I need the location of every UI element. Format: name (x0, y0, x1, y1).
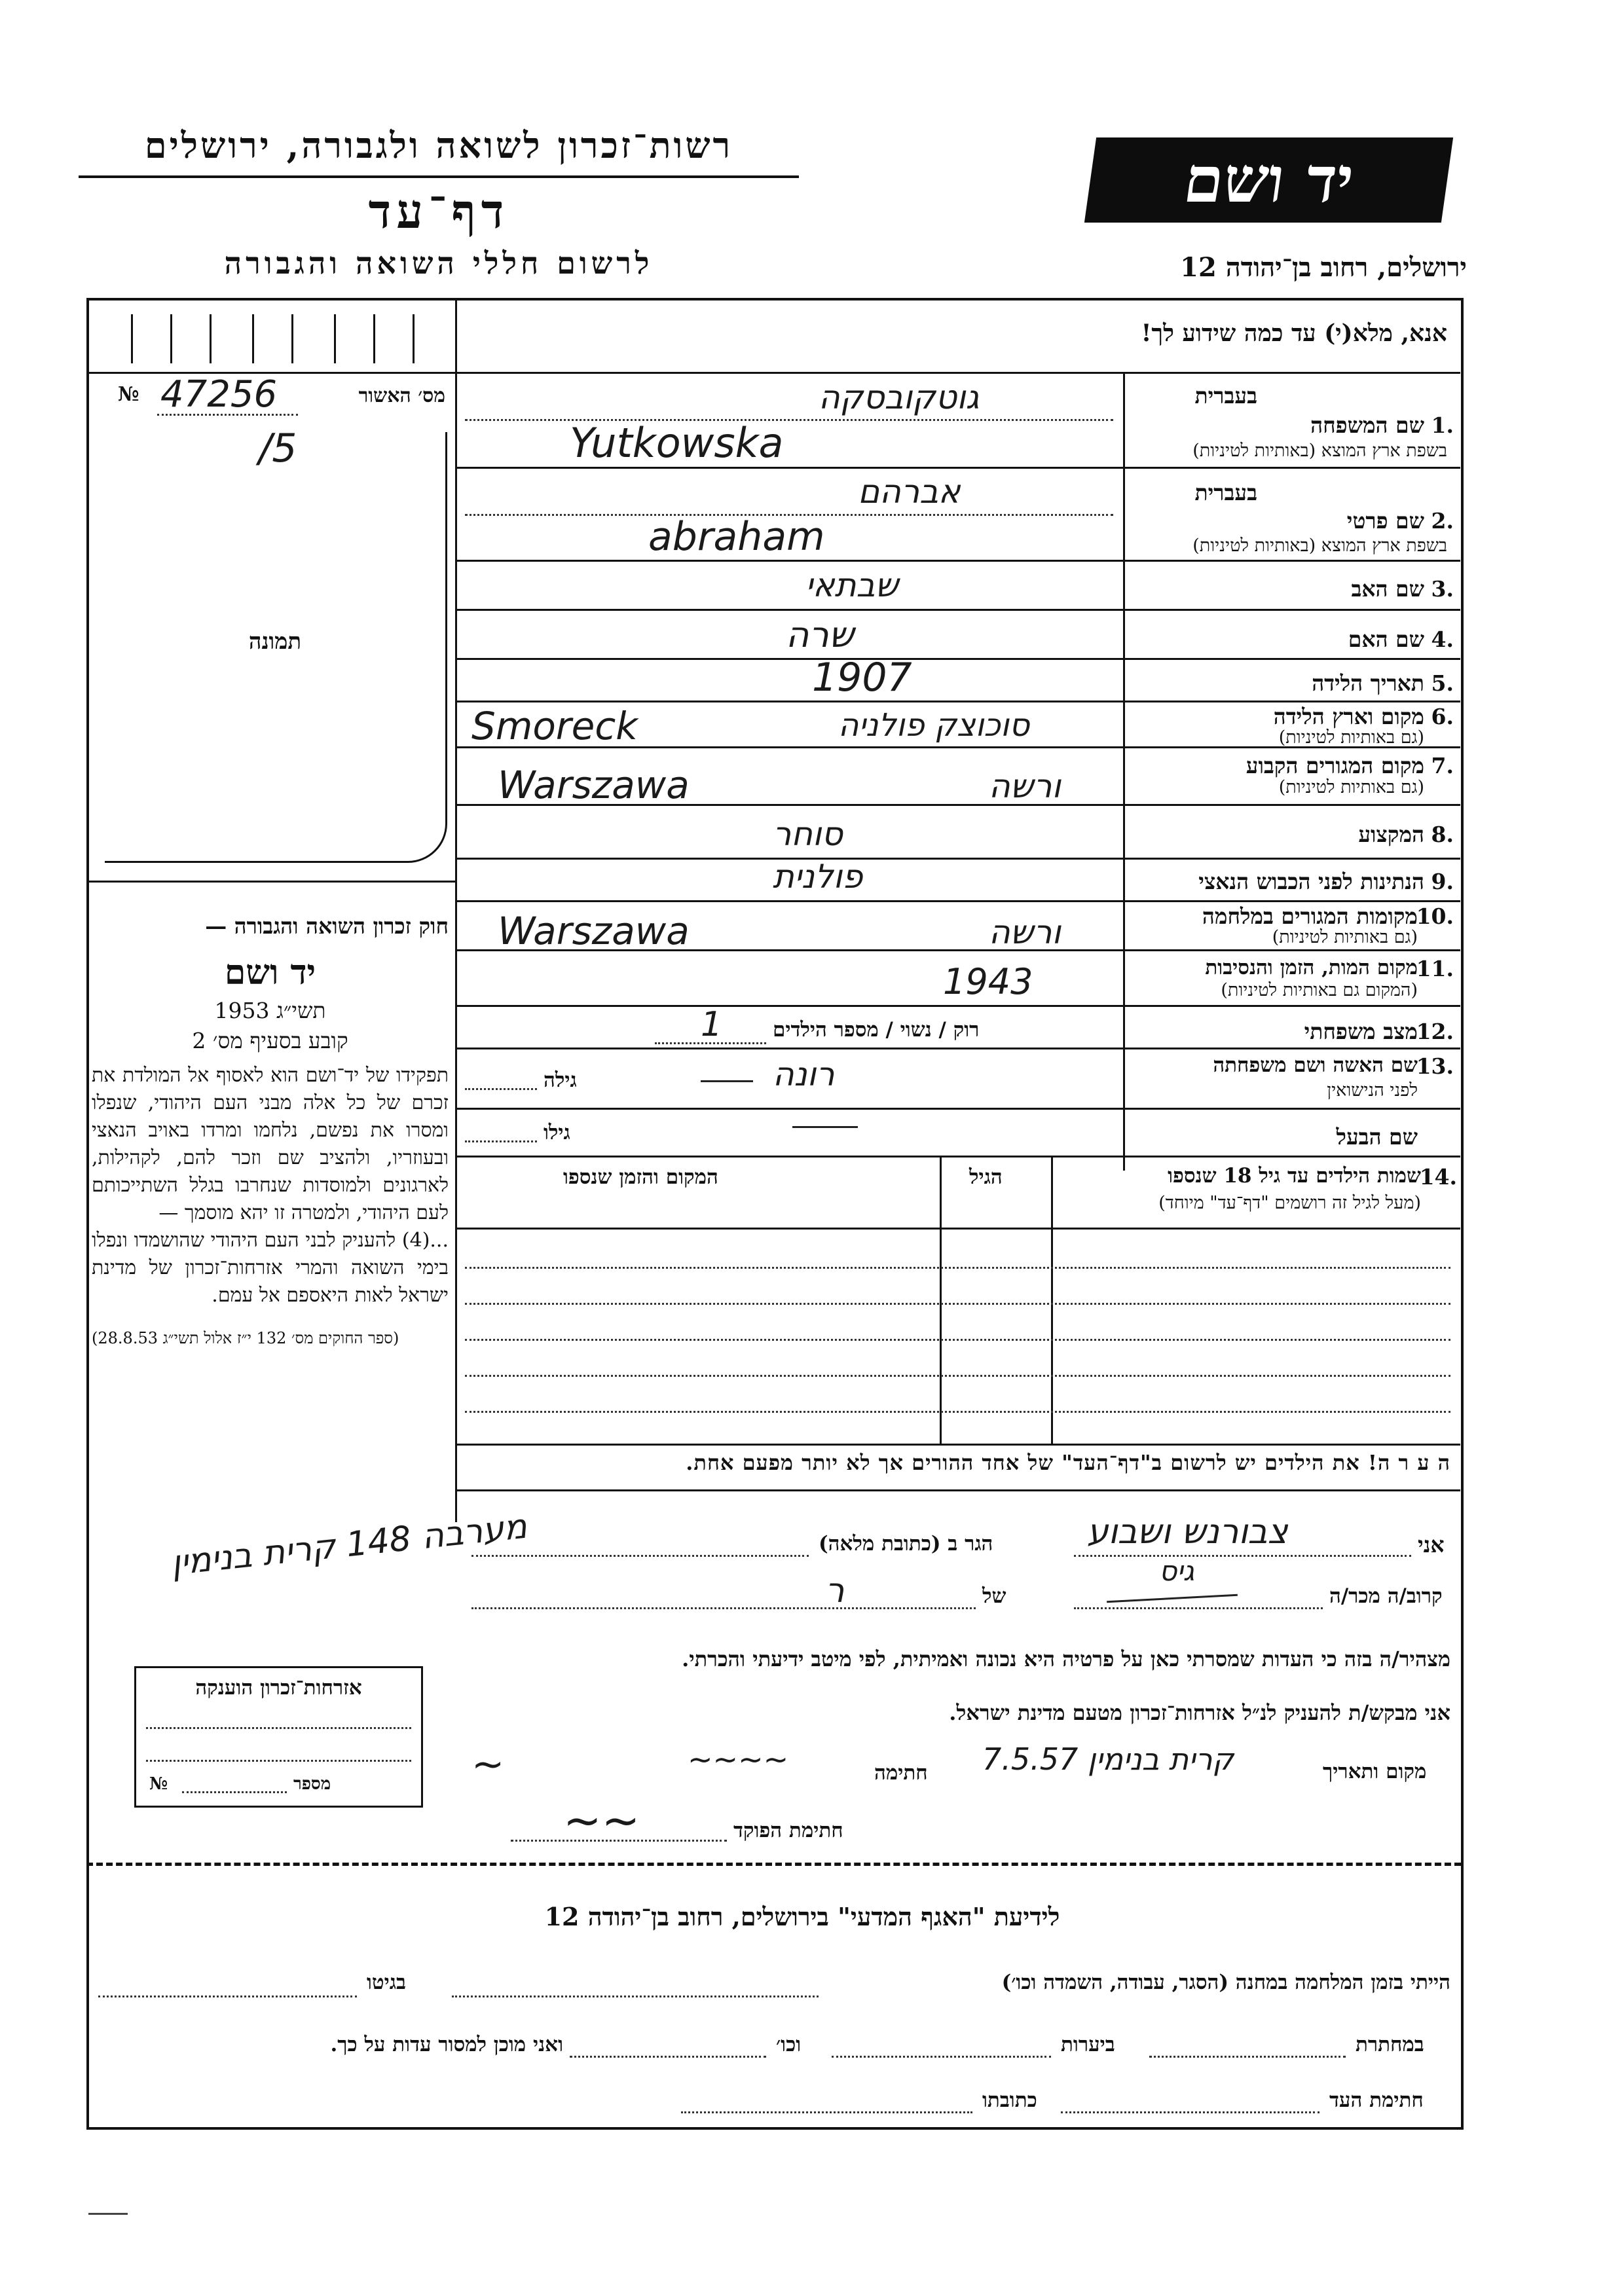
logo-text: יד ושם (1179, 143, 1359, 217)
field-4-label: שם האם (1348, 627, 1424, 652)
children-table-header (458, 1159, 1457, 1224)
field-7-sub: (גם באותיות לטיניות) (1278, 777, 1424, 797)
field-8-label: המקצוע (1358, 822, 1424, 847)
field-9-value: פולנית (773, 858, 863, 896)
note-bottom-rule (455, 1489, 1460, 1491)
stray-mark (88, 2213, 128, 2215)
field-12-num: 12. (1416, 1019, 1454, 1044)
row-rule-3 (455, 609, 1460, 611)
field-1-sub: בשפת ארץ המוצא (באותיות לטיניות) (1192, 441, 1447, 461)
instruction-text: אנא, מלא(י) עד כמה שידוע לך! (1141, 319, 1447, 347)
citizenship-box (134, 1666, 423, 1808)
law-clause: קובע בסעיף מס׳ 2 (192, 1028, 348, 1053)
archive-separator (86, 1863, 1461, 1866)
archive-title: לידיעת "האגף המדעי" בירושלים, רחוב בן־יהודה 12 (544, 1902, 1060, 1931)
field-13-num: 13. (1416, 1053, 1454, 1079)
children-line-2 (465, 1303, 1450, 1305)
field-10-hebrew-value: ורשה (989, 913, 1061, 951)
signature-label: חתימה (874, 1761, 928, 1785)
citizenship-line-1 (146, 1727, 411, 1729)
declarant-resides-label: הגר ב (כתובת מלאה) (819, 1532, 993, 1556)
archive-forests: ביערות (1061, 2033, 1115, 2056)
field-6-label: מקום וארץ הלידה (1273, 704, 1424, 729)
header-address: ירושלים, רחוב בן־יהודה 12 (1180, 252, 1467, 283)
form-subtitle: לרשום חללי השואה והגבורה (224, 246, 654, 281)
children-col-names: שמות הילדים עד גיל 18 שנספו (1168, 1164, 1421, 1188)
approval-number-line (157, 414, 298, 416)
field-3-label: שם האב (1351, 576, 1424, 602)
field-1-latin-value: Yutkowska (570, 419, 784, 467)
field-10-latin-value: Warszawa (498, 909, 690, 953)
field-3-value: שבתאי (805, 566, 898, 604)
archive-witness-line (1061, 2111, 1320, 2113)
row-rule-2 (455, 560, 1460, 562)
declarant-address-value: מערבה 148 קרית בנימין (169, 1506, 529, 1584)
field-11-sub: (המקום גם באותיות לטיניות) (1221, 980, 1418, 1000)
field-10-num: 10. (1416, 903, 1454, 929)
declarant-ani: אני (1418, 1532, 1445, 1558)
children-header-rule (455, 1228, 1460, 1230)
row-rule-1 (455, 467, 1460, 469)
children-note: ה ע ר ה! את הילדים יש לרשום ב"דף־העד" של אחד ההורים אך לא יותר מפעם אחת. (686, 1450, 1450, 1475)
field-row-1 (1126, 376, 1454, 465)
archive-ghetto: בגיטו (367, 1971, 406, 1994)
approval-label: מס׳ האשור (358, 384, 445, 407)
archive-witness-signature: חתימת העד (1329, 2088, 1424, 2112)
shel-line (471, 1607, 976, 1609)
field-row-12 (1126, 1008, 1454, 1046)
archive-willing: ואני מוכן למסור עדות על כך. (330, 2033, 563, 2056)
field-4-value: שרה (786, 614, 855, 655)
children-line-5 (465, 1411, 1450, 1413)
place-date-value: קרית בנימין 7.5.57 (982, 1741, 1234, 1777)
officer-signature-scribble: ~~ (563, 1794, 640, 1848)
field-row-9 (1126, 861, 1454, 899)
archive-etc: וכו׳ (776, 2033, 802, 2056)
field-2-sub: בשפת ארץ המוצא (באותיות לטיניות) (1192, 536, 1447, 556)
field-8-value: סוחר (773, 815, 843, 853)
instruction-row-rule (455, 372, 1460, 374)
citizenship-title: אזרחות־זכרון הוענקה (195, 1676, 362, 1700)
field-13-age-label: גילה (544, 1068, 577, 1092)
photo-bottom-rule (86, 881, 456, 883)
relation-line (1074, 1607, 1323, 1609)
field-1-tag: בעברית (1194, 383, 1257, 409)
children-col-age: הגיל (969, 1165, 1003, 1189)
field-6-num: 6. (1431, 704, 1454, 729)
relation-value: גיס (1159, 1555, 1194, 1587)
row-rule-14 (455, 1156, 1460, 1157)
field-3-num: 3. (1431, 576, 1454, 602)
field-13-sub: לפני הנישואין (1327, 1080, 1418, 1101)
field-row-13 (1126, 1051, 1454, 1106)
declarant-address-line (471, 1555, 809, 1557)
field-7-label: מקום המגורים הקבוע (1246, 753, 1424, 778)
law-year: תשי״ג 1953 (214, 998, 326, 1023)
field-6-sub: (גם באותיות לטיניות) (1278, 727, 1424, 748)
archive-ghetto-line (98, 1995, 357, 1997)
archive-line1: הייתי בזמן המלחמה במחנה (הסגר, עבודה, השמדה וכו׳) (1001, 1971, 1450, 1994)
law-box (92, 913, 449, 1503)
field-row-7 (1126, 750, 1454, 802)
field-12-status-options: רוק / נשוי / מספר הילדים (773, 1018, 980, 1042)
field-5-value: 1907 (812, 655, 912, 701)
officer-signature-label: חתימת הפוקד (733, 1819, 843, 1842)
approval-secondary-mark: /5 (259, 426, 297, 471)
field-row-3 (1126, 563, 1454, 608)
field-2-label: שם פרטי (1346, 508, 1424, 534)
field-11-label: מקום המות, הזמן והנסיבות (1205, 956, 1418, 979)
field-7-hebrew-value: ורשה (989, 767, 1061, 805)
children-col-place: המקום והזמן שנספו (563, 1165, 718, 1189)
field-6-hebrew-value: סוכוצק פולניה (838, 707, 1030, 744)
law-org: יד ושם (224, 953, 316, 993)
field-12-children-line (655, 1042, 766, 1044)
archive-underground-line (1149, 2056, 1346, 2058)
field-2-latin-value: abraham (648, 514, 825, 560)
field-5-num: 5. (1431, 670, 1454, 696)
declarant-name-value: צבורנש ושבוע (1087, 1512, 1288, 1552)
archive-etc-line (570, 2056, 766, 2058)
archive-witness-address: כתובתו (982, 2088, 1037, 2112)
authority-title: רשות־זכרון לשואה ולגבורה, ירושלים (144, 124, 733, 166)
field-9-num: 9. (1431, 869, 1454, 894)
shel-scribble: ר (825, 1571, 845, 1611)
left-signature-scribble: ~ (471, 1741, 505, 1787)
header-rule (79, 175, 799, 178)
number-sign: № (118, 383, 139, 406)
field-7-latin-value: Warszawa (498, 763, 690, 807)
husband-age-line (465, 1140, 537, 1142)
field-13-value: רונה (773, 1055, 835, 1093)
field-8-num: 8. (1431, 822, 1454, 847)
archive-forests-line (832, 2056, 1051, 2058)
field-row-8 (1126, 807, 1454, 856)
husband-label: שם הבעל (1336, 1124, 1418, 1150)
photo-label: תמונה (248, 629, 302, 655)
field-2-num: 2. (1431, 508, 1454, 534)
field-1-line-a (465, 419, 1113, 421)
place-date-label: מקום ותאריך (1323, 1760, 1427, 1783)
field-row-5 (1126, 661, 1454, 699)
photo-area (105, 432, 447, 863)
approval-number-row (105, 373, 452, 416)
tick-marks (92, 314, 449, 363)
field-12-label: מצב משפחתי (1304, 1019, 1418, 1044)
archive-address-line (681, 2111, 972, 2113)
row-rule-12 (455, 1048, 1460, 1049)
form-title: דף־עד (368, 183, 509, 239)
field-2-tag: בעברית (1194, 480, 1257, 505)
field-11-num: 11. (1416, 956, 1454, 981)
law-body: תפקידו של יד־ושם הוא לאסוף אל המולדת את זכרם של כל אלה מבני העם היהודי, שנפלו ומסרו את נפשם, נלחמו ומרדו באויב הנאצי ובעוזריו, ולהציב שם וזכר להם, לקהילות, לארגונים ולמוסדות שנחרבו בגלל השתייכותם לעם היהודי, ולמטרה זו יהא מוסמך — (92, 1064, 449, 1224)
citizenship-number-label: מספר (293, 1774, 331, 1794)
declaration-text: מצהיר/ה בזה כי העדות שמסרתי כאן על פרטיה היא נכונה ואמיתית, לפי מיטב ידיעתי והכרתי. (682, 1647, 1450, 1671)
field-2-hebrew-value: אברהם (858, 473, 961, 511)
field-6-latin-value: Smoreck (471, 704, 638, 748)
archive-underground: במחתרת (1356, 2033, 1424, 2056)
row-rule-11 (455, 1005, 1460, 1007)
field-10-sub: (גם באותיות לטיניות) (1272, 927, 1418, 947)
children-col-names-sub: (מעל לגיל זה רושמים "דף־עד" מיוחד) (1158, 1193, 1421, 1213)
row-rule-8 (455, 858, 1460, 860)
citizenship-line-2 (146, 1760, 411, 1762)
label-column-divider (1123, 372, 1125, 1171)
row-rule-13 (455, 1108, 1460, 1110)
field-row-4 (1126, 612, 1454, 657)
yad-vashem-logo (1084, 137, 1453, 223)
row-rule-4 (455, 658, 1460, 660)
children-line-4 (465, 1375, 1450, 1377)
field-row-2 (1126, 470, 1454, 558)
field-row-11 (1126, 953, 1454, 1004)
field-13-age-line (465, 1088, 537, 1090)
field-13-label: שם האשה ושם משפחתה (1213, 1053, 1418, 1077)
law-title: חוק זכרון השואה והגבורה — (205, 913, 449, 939)
children-num: 14. (1419, 1164, 1457, 1190)
field-13-dash (701, 1080, 753, 1082)
field-4-num: 4. (1431, 627, 1454, 652)
children-line-1 (465, 1267, 1450, 1269)
field-row-husband (1126, 1111, 1454, 1154)
citizenship-number-line (182, 1791, 287, 1793)
archive-camp-line (452, 1995, 819, 1997)
citizenship-number-sign: № (149, 1774, 168, 1794)
approval-number-value: 47256 (160, 373, 278, 416)
field-11-value: 1943 (943, 961, 1033, 1002)
declarant-name-line (1074, 1555, 1411, 1557)
signature-scribble: ~~~~ (688, 1741, 789, 1777)
law-source: (ספר החוקים מס׳ 132 י״ז אלול תשי״ג 28.8.53) (92, 1329, 399, 1347)
field-1-hebrew-value: גוטקובסקה (819, 378, 980, 416)
children-line-3 (465, 1339, 1450, 1341)
relative-label: קרוב/ה מכר/ה (1329, 1584, 1443, 1608)
field-row-6 (1126, 702, 1454, 748)
field-10-label: מקומות המגורים במלחמה (1202, 903, 1418, 929)
field-5-label: תאריך הלידה (1312, 670, 1424, 696)
field-7-num: 7. (1431, 753, 1454, 778)
field-9-label: הנתינות לפני הכבוש הנאצי (1198, 869, 1424, 894)
husband-age-label: גילו (544, 1121, 570, 1144)
law-clause4: ...(4) להעניק לבני העם היהודי שהושמדו ונפלו בימי השואה והמרי אזרחות־זכרון של מדינת ישראל לאות היאספם אל עמם. (92, 1229, 449, 1307)
shel-label: של (982, 1584, 1006, 1608)
request-text: אני מבקש/ת להעניק לנ״ל אזרחות־זכרון מטעם מדינת ישראל. (949, 1700, 1450, 1725)
left-column-divider (455, 298, 457, 1522)
field-12-children-value: 1 (701, 1005, 723, 1044)
field-row-10 (1126, 902, 1454, 948)
children-bottom-rule (455, 1444, 1460, 1446)
field-1-num: 1. (1431, 412, 1454, 438)
field-1-label: שם המשפחה (1310, 412, 1424, 438)
husband-dash (792, 1126, 858, 1128)
